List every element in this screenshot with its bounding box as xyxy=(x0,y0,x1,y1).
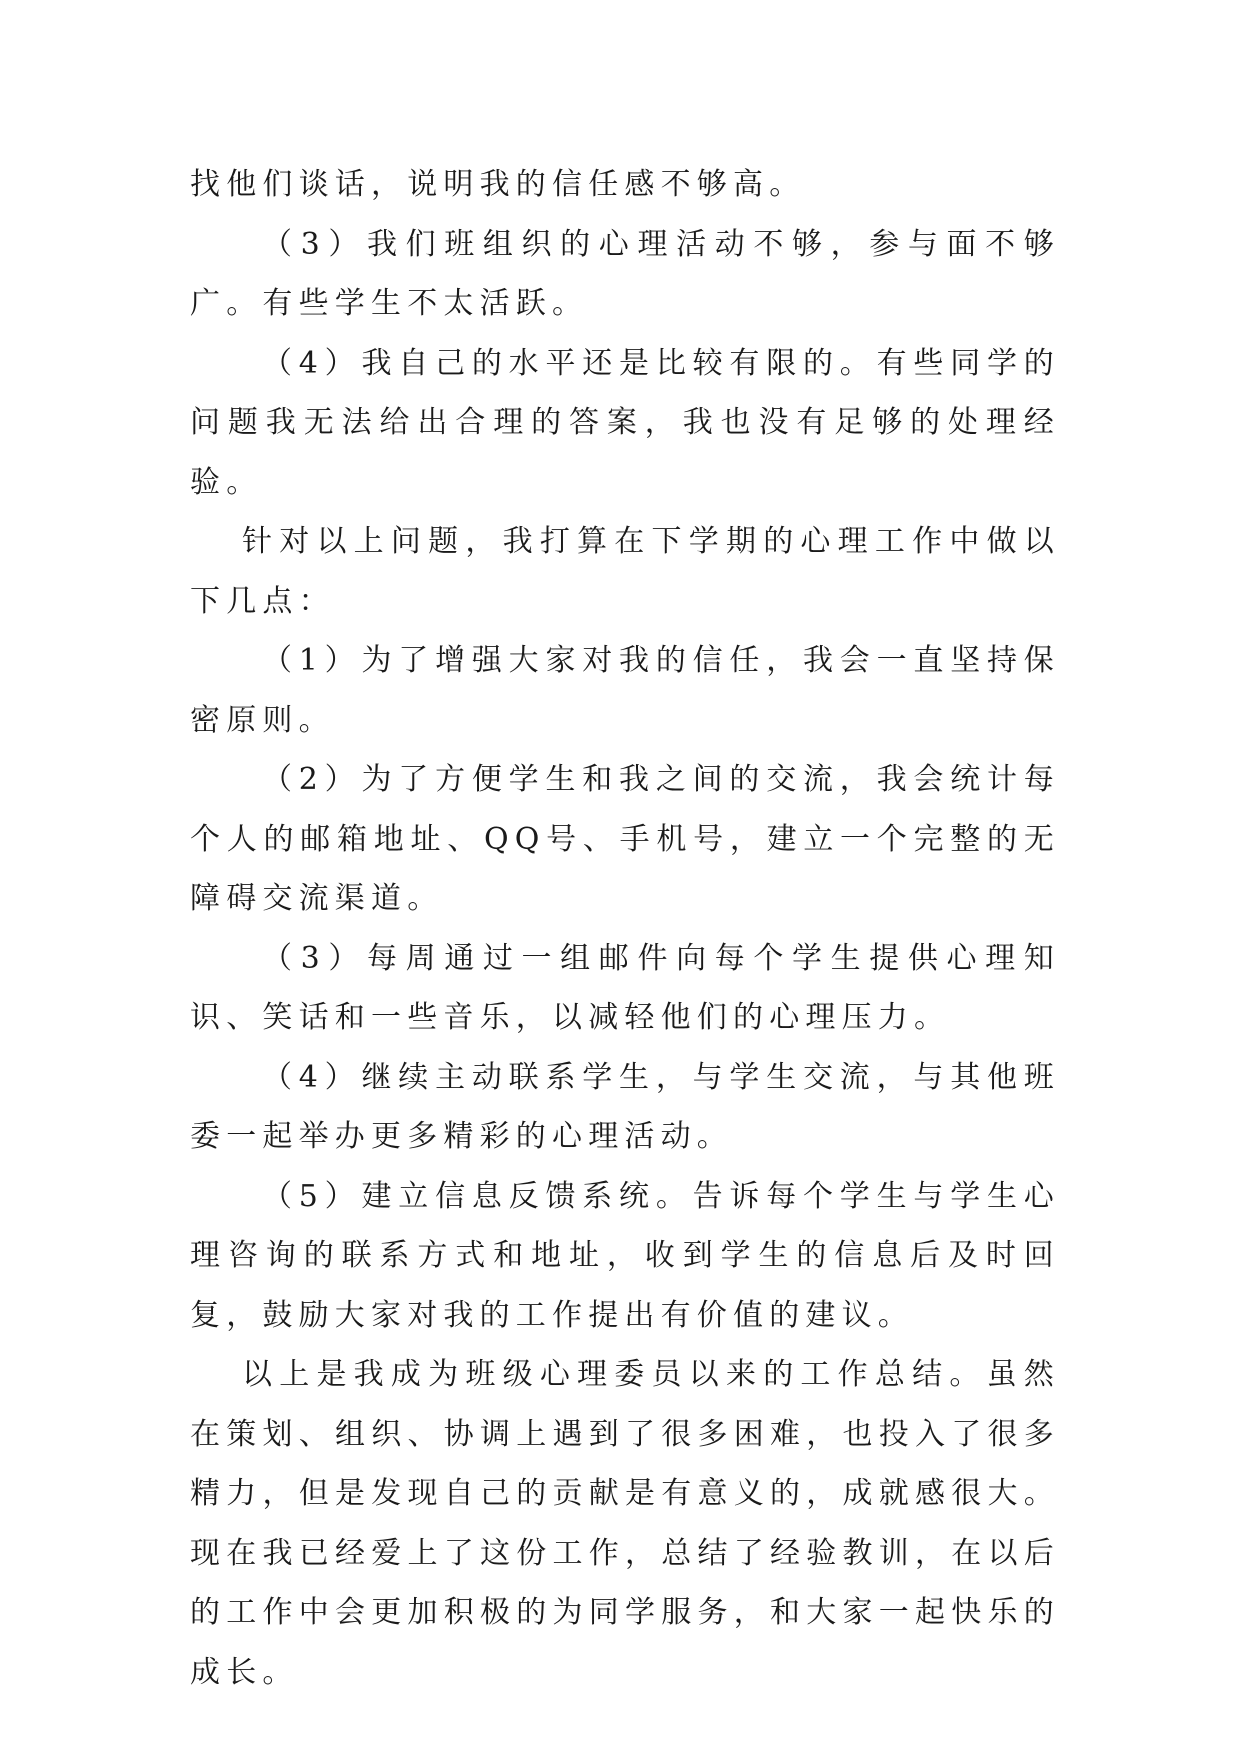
document-body xyxy=(190,155,1060,1702)
paragraph-plan-3: （3）每周通过一组邮件向每个学生提供心理知识、笑话和一些音乐，以减轻他们的心理压力。 xyxy=(190,940,1060,1035)
paragraph-plan-2: （2）为了方便学生和我之间的交流，我会统计每个人的邮箱地址、QQ号、手机号，建立一个完整的无障碍交流渠道。 xyxy=(190,762,1060,916)
paragraph-problem-3: （3）我们班组织的心理活动不够，参与面不够广。有些学生不太活跃。 xyxy=(190,226,1060,321)
paragraph-conclusion: 以上是我成为班级心理委员以来的工作总结。虽然在策划、组织、协调上遇到了很多困难，也投入了很多精力，但是发现自己的贡献是有意义的，成就感很大。现在我已经爱上了这份工作，总结了经验教训，在以后的工作中会更加积极的为同学服务，和大家一起快乐的成长。 xyxy=(190,1357,1060,1690)
paragraph-plan-5: （5）建立信息反馈系统。告诉每个学生与学生心理咨询的联系方式和地址，收到学生的信息后及时回复，鼓励大家对我的工作提出有价值的建议。 xyxy=(190,1178,1060,1333)
paragraph-plan-4: （4）继续主动联系学生，与学生交流，与其他班委一起举办更多精彩的心理活动。 xyxy=(190,1059,1060,1154)
paragraph-plan-intro: 针对以上问题，我打算在下学期的心理工作中做以下几点： xyxy=(190,524,1060,619)
paragraph-problem-4: （4）我自己的水平还是比较有限的。有些同学的问题我无法给出合理的答案，我也没有足够的处理经验。 xyxy=(190,345,1060,500)
paragraph-plan-1: （1）为了增强大家对我的信任，我会一直坚持保密原则。 xyxy=(190,643,1060,738)
paragraph-continuation: 找他们谈话，说明我的信任感不够高。 xyxy=(190,167,806,202)
